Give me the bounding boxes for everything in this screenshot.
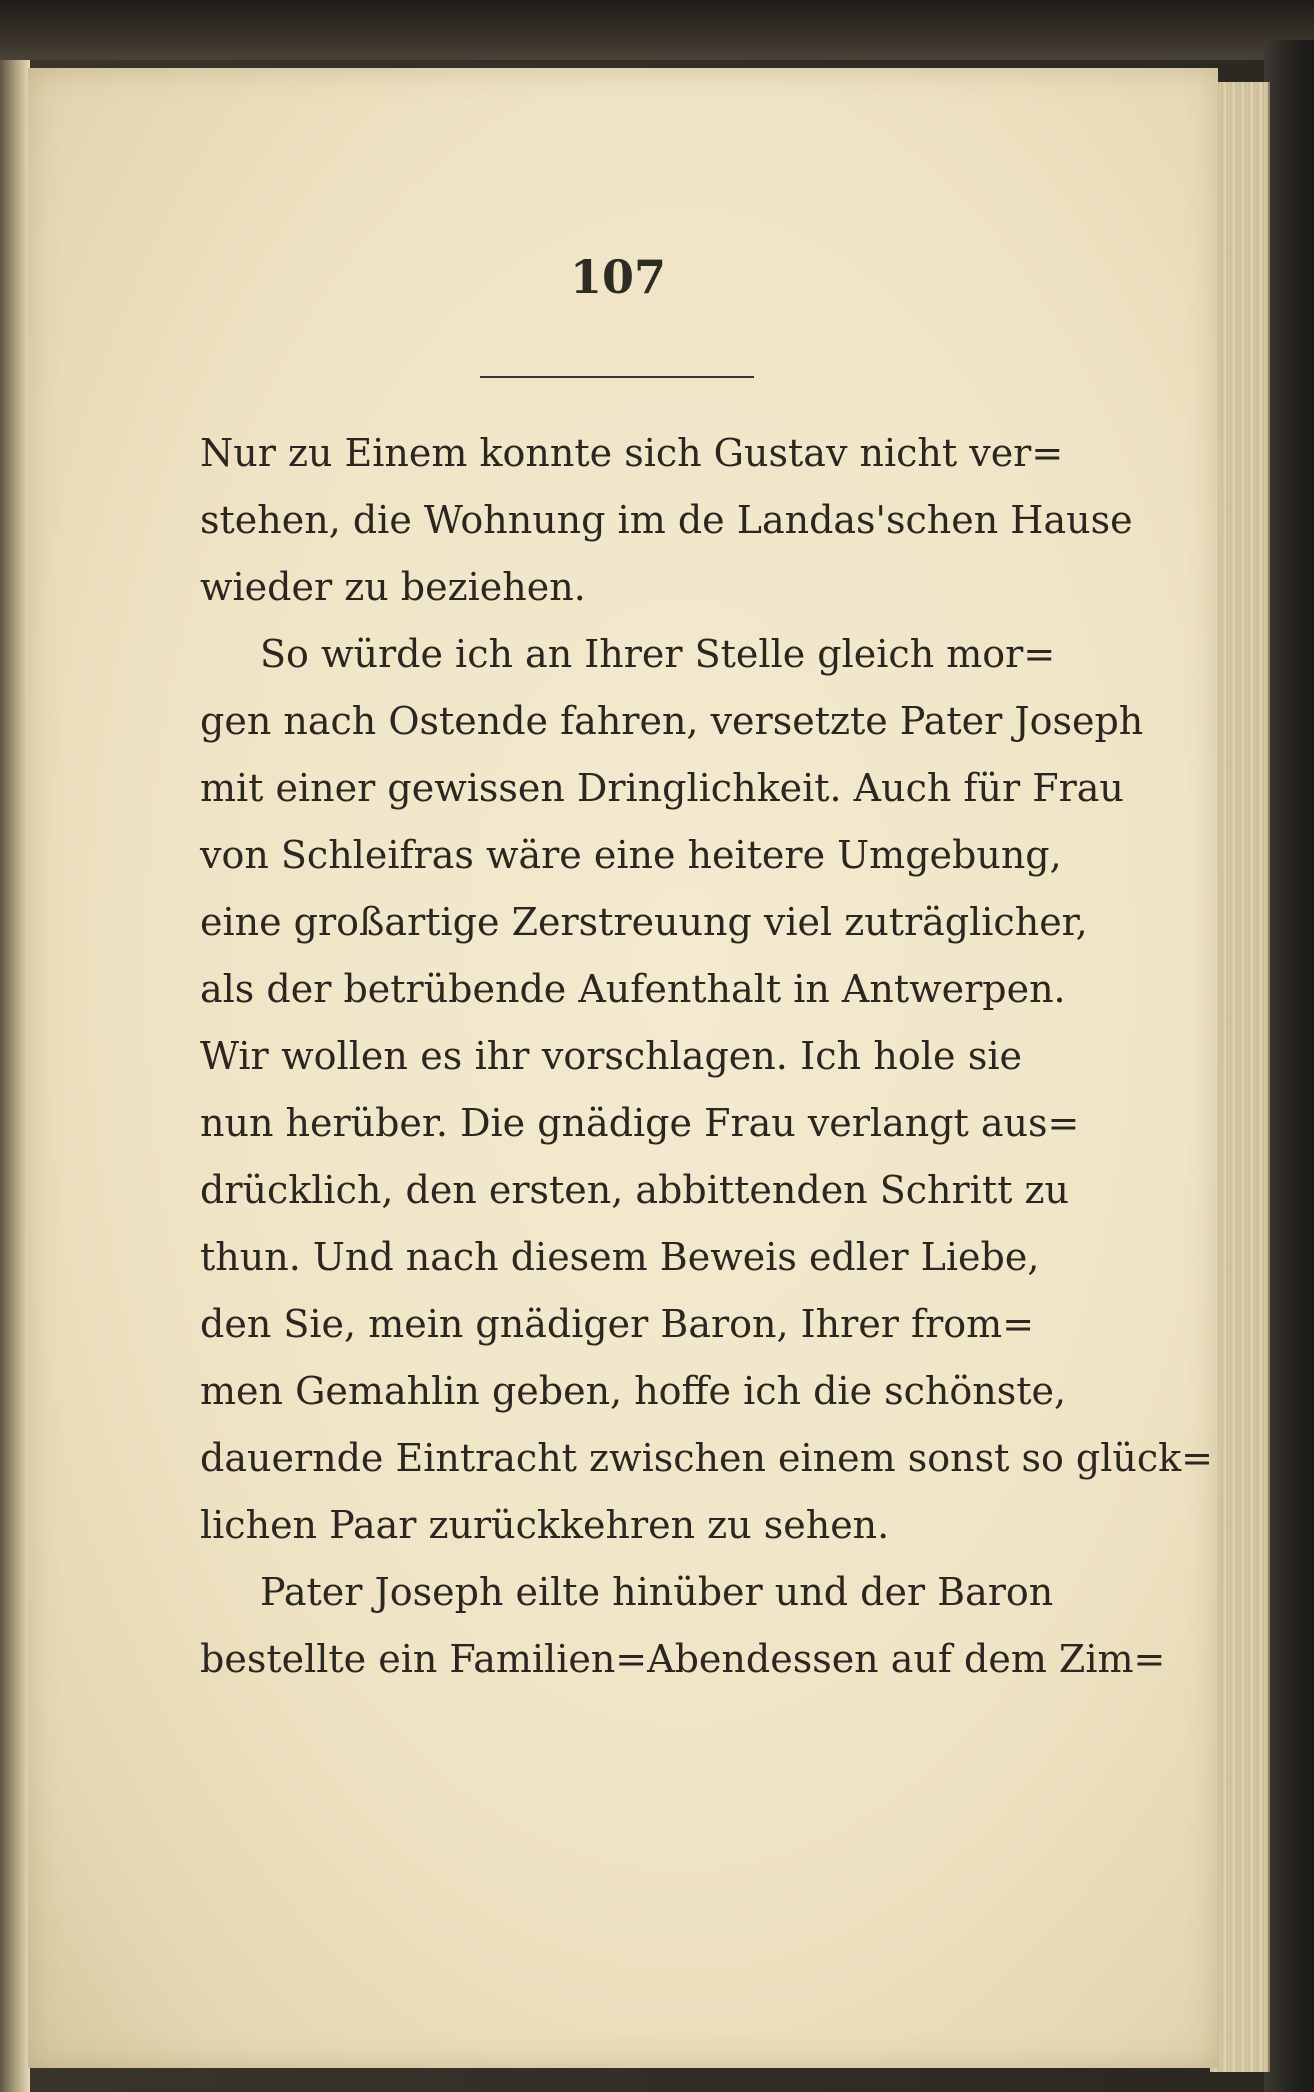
text-line: So würde ich an Ihrer Stelle gleich mor= bbox=[260, 632, 1056, 676]
text-line: von Schleifras wäre eine heitere Umgebung, bbox=[200, 833, 1062, 877]
book-binding-top bbox=[0, 0, 1314, 60]
text-line: Nur zu Einem konnte sich Gustav nicht ver= bbox=[200, 431, 1064, 475]
text-line: stehen, die Wohnung im de Landas'schen Hause bbox=[200, 498, 1133, 542]
page-body-text bbox=[200, 420, 1214, 1693]
text-line: bestellte ein Familien=Abendessen auf dem Zim= bbox=[200, 1637, 1166, 1681]
text-line: als der betrübende Aufenthalt in Antwerpen. bbox=[200, 967, 1066, 1011]
text-line: lichen Paar zurückkehren zu sehen. bbox=[200, 1503, 890, 1547]
text-line: eine großartige Zerstreuung viel zuträglicher, bbox=[200, 900, 1088, 944]
text-line: gen nach Ostende fahren, versetzte Pater Joseph bbox=[200, 699, 1144, 743]
facing-page-edge bbox=[0, 60, 30, 2092]
book-page bbox=[28, 68, 1218, 2068]
text-line: men Gemahlin geben, hoffe ich die schönste, bbox=[200, 1369, 1067, 1413]
text-line: dauernde Eintracht zwischen einem sonst so glück= bbox=[200, 1436, 1214, 1480]
text-line: mit einer gewissen Dringlichkeit. Auch für Frau bbox=[200, 766, 1124, 810]
text-line: wieder zu beziehen. bbox=[200, 565, 586, 609]
text-line: thun. Und nach diesem Beweis edler Liebe, bbox=[200, 1235, 1040, 1279]
book-cover-edge bbox=[1264, 40, 1314, 2092]
text-line: nun herüber. Die gnädige Frau verlangt aus= bbox=[200, 1101, 1080, 1145]
text-line: Wir wollen es ihr vorschlagen. Ich hole sie bbox=[200, 1034, 1022, 1078]
text-line: Pater Joseph eilte hinüber und der Baron bbox=[260, 1570, 1054, 1614]
header-rule bbox=[480, 376, 754, 378]
page-number: 107 bbox=[569, 250, 667, 304]
text-line: den Sie, mein gnädiger Baron, Ihrer from= bbox=[200, 1302, 1035, 1346]
text-line: drücklich, den ersten, abbittenden Schritt zu bbox=[200, 1168, 1069, 1212]
page-stack-edge bbox=[1210, 82, 1270, 2072]
